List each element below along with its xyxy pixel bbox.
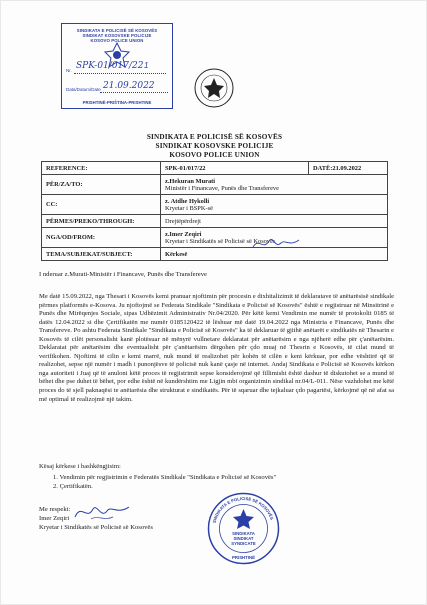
stamp-date-label: Data/Datum/Date xyxy=(66,87,101,92)
table-row xyxy=(42,195,388,215)
through-label: PËRMES/PREKO/THROUGH: xyxy=(42,215,161,228)
union-seal-icon xyxy=(206,491,281,566)
receipt-stamp xyxy=(61,23,173,109)
stamp-number-suffix: 1 xyxy=(144,61,149,70)
date-value: DATË:21.09.2022 xyxy=(309,162,388,175)
table-row xyxy=(42,162,388,175)
closing-line-2: Imer Zeqiri xyxy=(39,515,70,522)
cc-title: Kryetar i BSPK-së xyxy=(165,204,213,212)
ref-label: REFERENCE: xyxy=(42,162,161,175)
seal-center-2: SINDIKAT xyxy=(233,536,254,541)
heading-line-3: KOSOVO POLICE UNION xyxy=(169,151,260,159)
attachments-title: Kësaj kërkese i bashkëngjisim: xyxy=(39,463,121,470)
stamp-line-2: SINDIKAT KOSOVSKE POLICIJE xyxy=(82,33,152,38)
seal-bottom: PRISHTINË xyxy=(232,555,255,560)
attachments-list xyxy=(53,473,276,491)
table-row xyxy=(42,228,388,248)
cc-cell xyxy=(161,195,388,215)
body-paragraph: Me datë 15.09.2022, nga Thesari i Kosovës kemi pranuar njoftimin për procesin e dixhitalizimit të deklaratave të anëtarësisë sindikale përmes platformës e-Kosova. Ju njoftojmë se Federata Sindikale "Sindikata e Policisë së Kosovës" është e regjistruar në Minsitrinë e Punës dhe Mirëqenjes Sociale, sipas Udhëzimit Administrativ Nr.04/2020. Për këtë kemi Vendimin me numër të protokolit 0185 të datës 12.04.2022 si dhe Çertifikatën me numër 0185120422 të lëshuar më datë 19.04.2022 nga Ministria e Financave, Punës dhe Transfereve. Po ashtu Federata Sindikale "Sindikata e Policisë së Kosovës" ka të deklaruar të gjithë anëtarët e sindikatës në Thesarin e Kosovës të cilët personalisht kanë plotësuar në mënyrë vullnetare deklaratat për anëtarësim e nga njëherë edhe për ç'anëtarësim. Deklaratat për anëtarësim dhe eventualisht për ç'anëtarësim dërgohen për çdo muaj në Thesrin e Kosovës, të cilat mund të verifikohen. Njoftimi të cilin e kemi marrë, nuk mund të realizohet për kohën të cilën e keni kërkuar, por edhe vështirë që të realizohet, sepse një numër i madh i punonjësve të policisë nuk kanë çasje në internet. Andaj Sindikata e Policisë së Kosovës kërkon nga autoriteti i Juaj që të anuloni këtë proces të regjistrimit sepse konsiderojmë që fillimisht është dashur të diskutohet se a mund të bëhet dhe pse duhet të bëhet, por edhe është në kundërshtim me Ligjin mbi organizimin sindikal nr.04/L-011. Nëse vazhdohet me këtë proces do të sjell paknaqësi te anëtarësia dhe strukturat e sindikatës. Për të sqaruar dhe tejkaluar çdo pagartësi, kërkojmë që në afat sa më optimal të realizojmë një takim. xyxy=(39,293,394,403)
list-item: 1. Vendimin për regjistrimin e Federatës Sindikale "Sindikata e Policisë së Kosovës" xyxy=(53,474,277,481)
union-logo-icon xyxy=(193,67,235,109)
heading-line-2: SINDIKAT KOSOVSKE POLICIJE xyxy=(155,142,274,150)
from-name: z.Imer Zeqiri xyxy=(165,230,202,238)
cc-name: z. Atdhe Hykolli xyxy=(165,197,210,205)
stamp-line-1: SINDIKATA E POLICISË SË KOSOVËS xyxy=(76,28,158,33)
through-value: Drejtëpërdrejt xyxy=(161,215,388,228)
to-name: z.Hekuran Murati xyxy=(165,177,216,185)
seal-center-3: SYNDICATE xyxy=(231,541,256,546)
stamp-line-3: KOSOVO POLICE UNION xyxy=(90,38,144,43)
list-item: 2. Çertifikatën. xyxy=(53,483,93,490)
cc-label: CC: xyxy=(42,195,161,215)
letter-meta-table xyxy=(41,161,388,261)
closing-line-3: Kryetar i Sindikatës së Policisë së Kosovës xyxy=(39,524,153,531)
from-label: NGA/OD/FROM: xyxy=(42,228,161,248)
subject-value: Kërkesë xyxy=(161,248,388,261)
seal-ring-text: SINDIKATA E POLICISË SË KOSOVËS xyxy=(211,495,275,524)
heading-line-1: SINDIKATA E POLICISË SË KOSOVËS xyxy=(146,133,283,141)
to-title: Ministër i Financave, Punës dhe Transfereve xyxy=(165,184,279,192)
stamp-city: PRISHTINË-PRIŠTINA-PRISHTINE xyxy=(82,100,152,105)
subject-label: TEMA/SUBJEKAT/SUBJECT: xyxy=(42,248,161,261)
to-label: PËR/ZA/TO: xyxy=(42,175,161,195)
from-title: Kryetar i Sindikatës së Policisë së Kosovës xyxy=(165,237,276,245)
stamp-number-label: Nr. xyxy=(66,68,72,73)
closing-line-1: Me respekt: xyxy=(39,506,71,513)
stamp-number-value: SPK-01/017/22 xyxy=(76,61,144,71)
to-cell xyxy=(161,175,388,195)
signature-inline xyxy=(251,235,301,253)
table-row xyxy=(42,248,388,261)
table-row xyxy=(42,175,388,195)
ref-value: SPK-01/017/22 xyxy=(161,162,309,175)
stamp-date-value: 21.09.2022 xyxy=(103,81,155,91)
table-row xyxy=(42,215,388,228)
salutation: I nderuar z.Murati-Ministër i Financave, Punës dhe Transfereve xyxy=(39,271,207,278)
signature-closing xyxy=(71,501,131,523)
seal-center-1: SINDIKATA xyxy=(232,531,255,536)
